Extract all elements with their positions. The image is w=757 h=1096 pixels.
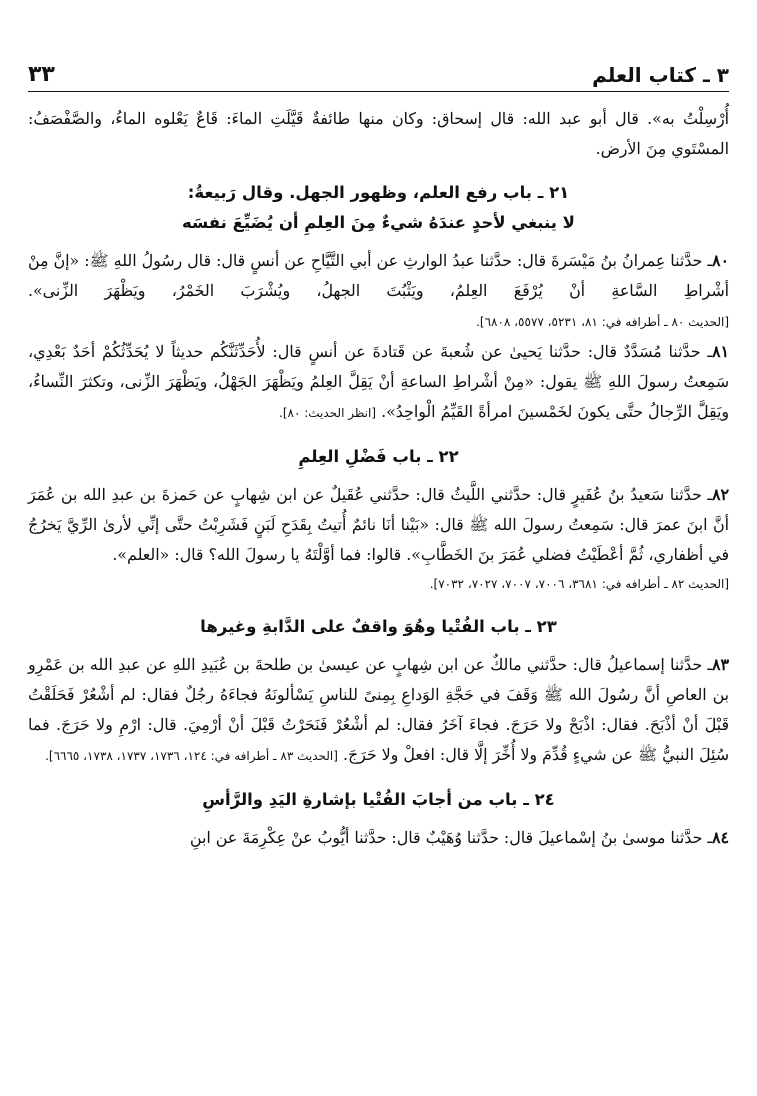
hadith-number: ٨٠ bbox=[712, 251, 729, 270]
hadith-82 bbox=[28, 480, 729, 570]
chapter-21-title-line2: لا ينبغي لأحدٍ عندَهُ شيءٌ مِنَ العِلمِ أن يُضَيِّعَ نفسَه bbox=[182, 213, 575, 232]
hadith-83 bbox=[28, 650, 729, 771]
hadith-source: [الحديث ٨٣ ـ أطرافه في: ١٢٤، ١٧٣٦، ١٧٣٧، ١٧٣٨، ٦٦٦٥]. bbox=[45, 749, 338, 763]
page-body bbox=[28, 104, 729, 853]
hadith-81 bbox=[28, 337, 729, 428]
running-title: ٣ ـ كتاب العلم bbox=[592, 63, 729, 87]
hadith-84 bbox=[28, 823, 729, 853]
chapter-23-title: ٢٣ ـ باب الفُتْيا وهُوَ واقفٌ على الدَّابةِ وغيرها bbox=[200, 617, 557, 636]
chapter-21 bbox=[28, 178, 729, 238]
hadith-text: ـ حدَّثنا مُسَدَّدٌ قال: حدَّثنا يَحيىٰ عن شُعبةَ عن قَتادةَ عن أنسٍ قال: لأُحَدِّثَنَّكُم حديثاً لا يُحَدِّثُكُمْ أحَدٌ بَعْدِي، سَمِعتُ رسولَ اللهِ ﷺ يقول: «مِنْ أشْراطِ الساعةِ أنْ يَقِلَّ العِلمُ ويَظْهَرَ الجَهْلُ، ويَظْهَرَ الزِّنى، وتكثرَ النِّساءُ، ويَقِلَّ الرِّجالُ حتَّى يكونَ لخَمْسينَ امرأةً القَيِّمُ الْواحِدُ». bbox=[28, 342, 729, 421]
chapter-24-title: ٢٤ ـ باب من أجابَ الفُتْيا بإشارةِ اليَدِ والرَّأسِ bbox=[202, 790, 555, 809]
hadith-text: ـ حدَّثنا موسىٰ بنُ إسْماعيلَ قال: حدَّثنا وُهَيْبٌ قال: حدَّثنا أيُّوبُ عنْ عِكْرِمَةَ عن ابنِ bbox=[189, 828, 713, 847]
hadith-text: ـ حدَّثنا سَعيدُ بنُ عُفَيرٍ قال: حدَّثني اللَّيثُ قال: حدَّثني عُقَيلٌ عن ابن شِهابٍ عن حَمزةَ بن عبدِ الله بن عُمَرَ أنَّ ابنَ عمرَ قال: سَمِعتُ رسولَ الله ﷺ قال: «بَيْنا أنَا نائمٌ أُتيتُ بِقَدَحِ لَبَنٍ فَشَرِبْتُ حتَّى إنِّي لأرىٰ الرِّيَّ يَخرُجُ في أظفاري، ثُمَّ أعْطَيْتُ فضلي عُمَرَ بنَ الخَطَّابِ». قالوا: فما أوَّلْتَهُ يا رسولَ الله؟ قال: «العلم». bbox=[28, 485, 729, 564]
hadith-source: [انظر الحديث: ٨٠]. bbox=[279, 406, 377, 420]
hadith-text: ـ حدَّثنا عِمرانُ بنُ مَيْسَرةَ قال: حدَّثنا عبدُ الوارثِ عن أبي التَّيَّاحِ عن أنسٍ قال: قال رسُولُ اللهِ ﷺ: «إنَّ مِنْ أشْراطِ السَّاعةِ أنْ يُرْفَعَ العِلمُ، ويَثْبُتَ الجهلُ، ويُشْرَبَ الخَمْرُ، ويَظْهَرَ الزِّنى». bbox=[28, 251, 729, 300]
book-page bbox=[28, 0, 729, 1096]
hadith-number: ٨٤ bbox=[712, 828, 729, 847]
page-number: ٣٣ bbox=[28, 62, 55, 87]
hadith-80 bbox=[28, 246, 729, 337]
intro-paragraph: أُرْسِلْتُ به». قال أبو عبد الله: قال إسحاق: وكان منها طائفةٌ قَيَّلَتِ الماءَ: قَاعٌ يَعْلوه الماءُ، والصَّفْصَفُ: المسْتَوي مِنَ الأرض. bbox=[28, 109, 729, 158]
hadith-source: [الحديث ٨٠ ـ أطرافه في: ٨١، ٥٢٣١، ٥٥٧٧، ٦٨٠٨]. bbox=[476, 315, 729, 329]
hadith-number: ٨٣ bbox=[712, 655, 729, 674]
chapter-22-title: ٢٢ ـ باب فَضْلِ العِلمِ bbox=[298, 447, 459, 466]
hadith-number: ٨١ bbox=[712, 342, 729, 361]
page-header bbox=[28, 55, 729, 92]
hadith-text: ـ حدَّثنا إسماعيلُ قال: حدَّثني مالكٌ عن ابن شِهابٍ عن عيسىٰ بن طلحةَ بن عُبَيدِ اللهِ عن عبدِ الله بن عَمْرِو بن العاصِ أنَّ رسُولَ الله ﷺ وَقَفَ في حَجَّةِ الوَداعِ بِمِنىً للناسِ يَسْألونَهُ فجاءَهُ رجُلٌ فقال: لم أشْعُرْ فَحَلَقْتُ قَبْلَ أنْ أذْبَحَ. فقال: اذْبَحْ ولا حَرَجَ. فجاءَ آخَرُ فقال: لم أشْعُرْ فَنَحَرْتُ قَبْلَ أنْ أرْمِيَ. قال: ارْمِ ولا حَرَجَ. فما سُئِلَ النبيُّ ﷺ عن شيءٍ قُدِّمَ ولا أُخِّرَ إلَّا قال: افعلْ ولا حَرَجَ. bbox=[28, 655, 729, 764]
chapter-21-title-line1: ٢١ ـ باب رفع العلم، وظهور الجهل. وقال رَبيعةُ: bbox=[187, 183, 570, 202]
hadith-82-source: [الحديث ٨٢ ـ أطرافه في: ٣٦٨١، ٧٠٠٦، ٧٠٠٧، ٧٠٢٧، ٧٠٣٢]. bbox=[429, 577, 729, 591]
hadith-number: ٨٢ bbox=[712, 485, 729, 504]
